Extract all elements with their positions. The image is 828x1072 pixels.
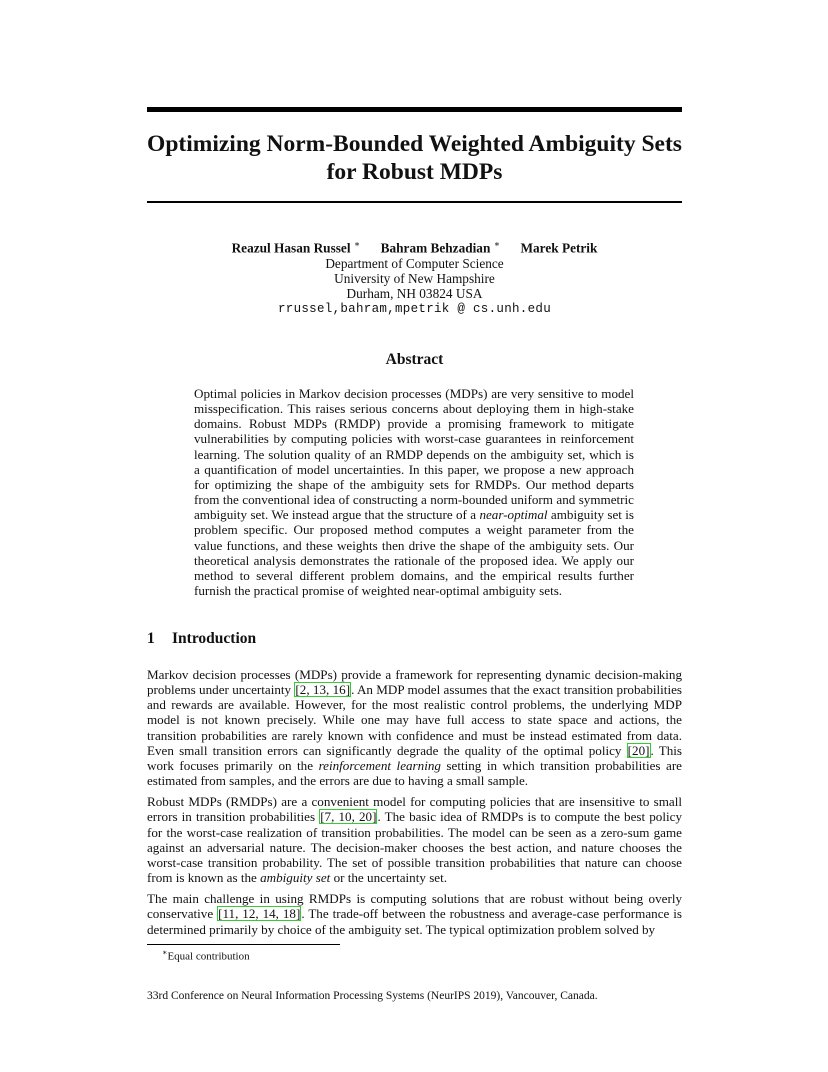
- citation-link[interactable]: [2, 13, 16]: [295, 682, 351, 698]
- abstract-text: Optimal policies in Markov decision processes (MDPs) are very sensitive to model misspecification. This raises serious concerns about deploying them in high-stake domains. Robust MDPs (RMDP) provide a promising framework to mitigate vulnerabilities by computing policies with worst-case guarantees in reinforcement learning. The solution quality of an RMDP depends on the ambiguity set, which is a quantification of model uncertainties. In this paper, we propose a new approach for optimizing the shape of the ambiguity sets for RMDPs. Our method departs from the conventional idea of constructing a norm-bounded uniform and symmetric ambiguity set. We instead argue that the structure of a near-optimal ambiguity set is problem specific. Our proposed method computes a weight parameter from the value functions, and these weights then drive the shape of the ambiguity sets. Our theoretical analysis demonstrates the rationale of the proposed idea. We apply our method to several different problem domains, and the empirical results further furnish the practical promise of weighted near-optimal ambiguity sets.: [194, 386, 635, 599]
- emphasis: reinforcement learning: [318, 757, 441, 773]
- title-bottom-rule: [147, 201, 682, 203]
- introduction-body: [147, 667, 682, 943]
- equal-contribution-mark: ∗: [353, 239, 360, 249]
- footnote: [162, 948, 250, 963]
- footnote-text: Equal contribution: [167, 950, 250, 963]
- citation-link[interactable]: [11, 12, 14, 18]: [218, 906, 301, 922]
- abstract-heading: Abstract: [385, 351, 444, 368]
- section-number: 1: [147, 630, 155, 647]
- paragraph: Markov decision processes (MDPs) provide a framework for representing dynamic decision-making problems under uncertainty [2, 13, 16]. An MDP model assumes that the exact transition probabilities and rewards are available. However, for the most realistic control problems, the underlying MDP model is not known precisely. While one may have full access to state space and actions, the transition probabilities are rarely known with confidence and must be instead estimated from data. Even small transition errors can significantly degrade the quality of the optimal policy [20]. This work focuses primarily on the reinforcement learning setting in which transition probabilities are estimated from samples, and the errors are due to having a small sample.: [147, 667, 682, 789]
- author-name: Bahram Behzadian: [380, 240, 491, 256]
- university: University of New Hampshire: [334, 271, 495, 287]
- author-name: Reazul Hasan Russel: [231, 240, 351, 256]
- paragraph: The main challenge in using RMDPs is computing solutions that are robust without being overly conservative [11, 12, 14, 18]. The trade-off between the robustness and average-case performance is determined primarily by choice of the ambiguity set. The typical optimization problem solved by: [147, 891, 682, 937]
- title-line-2: for Robust MDPs: [326, 159, 503, 185]
- equal-contribution-mark: ∗: [493, 239, 500, 249]
- section-heading: [147, 630, 256, 648]
- email: rrussel,bahram,mpetrik @ cs.unh.edu: [277, 301, 552, 316]
- section-title: Introduction: [172, 630, 257, 647]
- author-names: [147, 237, 682, 256]
- paper-title: [147, 130, 682, 186]
- paragraph: Robust MDPs (RMDPs) are a convenient model for computing policies that are insensitive to small errors in transition probabilities [7, 10, 20]. The basic idea of RMDPs is to compute the best policy for the worst-case realization of transition probabilities. The model can be seen as a zero-sum game against an adversarial nature. The decision-maker chooses the best action, and nature chooses the worst-case transition probability. The set of possible transition probabilities that nature can choose from is known as the ambiguity set or the uncertainty set.: [147, 794, 682, 886]
- citation-link[interactable]: [20]: [627, 742, 650, 758]
- author-name: Marek Petrik: [520, 240, 598, 256]
- author-block: [147, 237, 682, 317]
- department: Department of Computer Science: [325, 255, 504, 271]
- address: Durham, NH 03824 USA: [346, 286, 483, 302]
- footnote-rule: [147, 944, 340, 945]
- footnote-mark: ∗: [162, 948, 168, 957]
- conference-note: 33rd Conference on Neural Information Processing Systems (NeurIPS 2019), Vancouver, Canada.: [147, 990, 598, 1002]
- emphasis: near-optimal: [479, 507, 548, 523]
- title-line-1: Optimizing Norm-Bounded Weighted Ambiguity Sets: [147, 131, 682, 157]
- citation-link[interactable]: [7, 10, 20]: [320, 809, 377, 825]
- title-top-rule: [147, 107, 682, 112]
- emphasis: ambiguity set: [260, 870, 331, 886]
